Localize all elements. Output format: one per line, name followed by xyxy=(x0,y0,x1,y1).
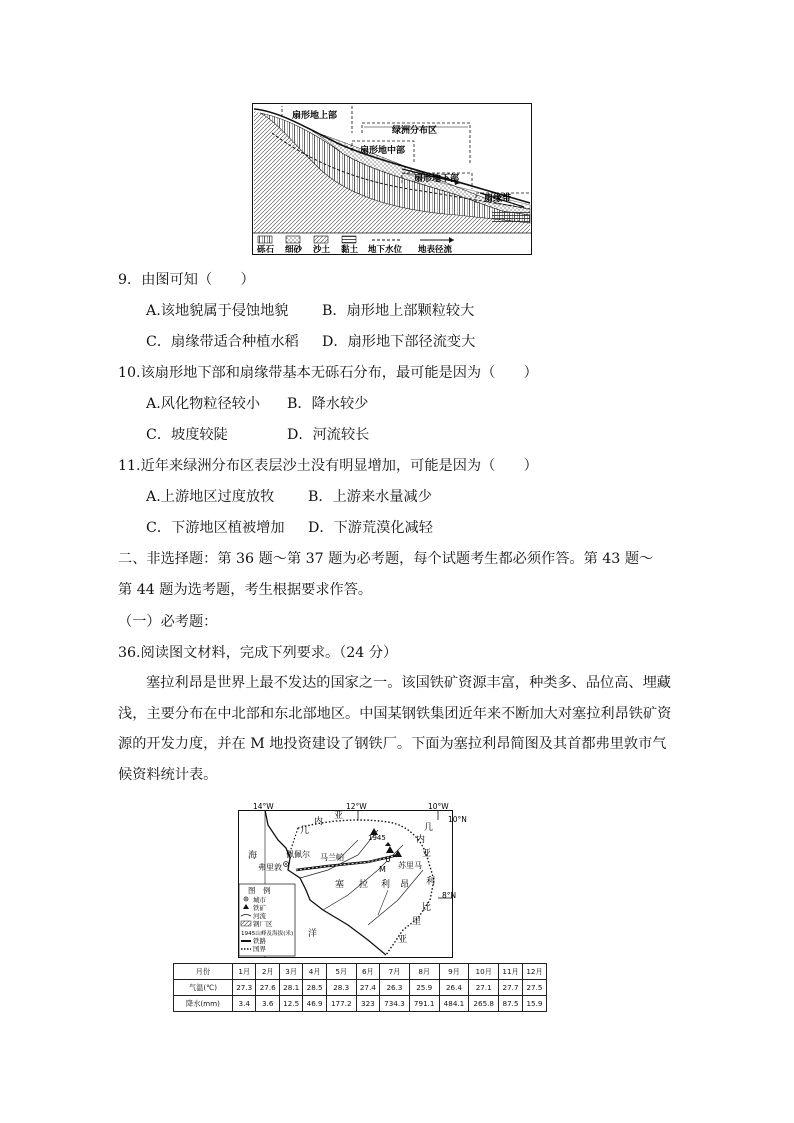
precip-cell: 484.1 xyxy=(439,996,469,1012)
legend-gravel: 砾石 xyxy=(257,245,275,255)
place-freetown: 弗里敦 xyxy=(258,863,282,872)
city-icon-m xyxy=(386,858,389,861)
map-legend-peak: 1945山峰及海拔(米) xyxy=(241,931,294,937)
month-cell: 10月 xyxy=(469,964,499,980)
map-legend-steel: 钢厂区 xyxy=(253,920,273,928)
lon-label-12w: 12°W xyxy=(346,802,367,811)
temp-cell: 25.9 xyxy=(409,980,439,996)
month-cell: 3月 xyxy=(279,964,302,980)
freetown-climate-table xyxy=(173,963,547,1012)
temp-cell: 27.5 xyxy=(523,980,547,996)
table-row-months xyxy=(174,964,547,980)
q11-option-b: B．上游来水量减少 xyxy=(308,489,432,505)
question-36-stem: 36.阅读图文材料，完成下列要求。（24 分） xyxy=(118,645,398,661)
q10-option-d: D．河流较长 xyxy=(287,427,370,443)
place-sulima: 苏里马 xyxy=(398,861,422,870)
section2-instructions-line2: 第 44 题为选考题，考生根据要求作答。 xyxy=(118,582,373,598)
place-peipeier: 佩佩尔 xyxy=(286,850,310,859)
q10-option-a: A.风化物粒径较小 xyxy=(146,396,261,412)
precip-cell: 3.4 xyxy=(233,996,256,1012)
map-char-li: 利 xyxy=(381,880,391,890)
map-char-sai: 塞 xyxy=(335,880,345,890)
place-m: M xyxy=(379,865,386,874)
temp-cell: 27.7 xyxy=(499,980,523,996)
precip-cell: 46.9 xyxy=(303,996,326,1012)
q10-option-b: B．降水较少 xyxy=(287,396,369,412)
place-marampa: 马兰帕 xyxy=(320,853,344,862)
temp-cell: 26.3 xyxy=(380,980,410,996)
q11-option-a: A.上游地区过度放牧 xyxy=(146,489,275,505)
zone-label-upper: 扇形地上部 xyxy=(292,111,338,121)
map-char-ji2: 几 xyxy=(424,823,434,833)
sierra-leone-map xyxy=(238,800,467,958)
table-row-temperature xyxy=(174,980,547,996)
temp-cell: 27.1 xyxy=(469,980,499,996)
map-char-ang: 昂 xyxy=(400,880,410,890)
table-row-precipitation xyxy=(174,996,547,1012)
zone-label-middle: 扇形地中部 xyxy=(360,146,406,156)
map-legend-iron: 铁矿 xyxy=(253,904,266,912)
q9-option-d: D．扇形地下部径流变大 xyxy=(322,334,476,350)
question-11-stem: 11.近年来绿洲分布区表层沙土没有明显增加，可能是因为（ ） xyxy=(118,458,538,474)
precip-cell: 791.1 xyxy=(409,996,439,1012)
map-char-hai: 海 xyxy=(248,851,258,861)
precip-cell: 734.3 xyxy=(380,996,410,1012)
month-cell: 9月 xyxy=(439,964,469,980)
map-char-bi: 比 xyxy=(422,903,432,913)
required-section-heading: （一）必考题： xyxy=(118,614,218,630)
legend-sandy-soil: 沙土 xyxy=(313,245,331,255)
temp-cell: 26.4 xyxy=(439,980,469,996)
table-header-temp: 气温(℃) xyxy=(174,980,233,996)
table-header-precip: 降水(mm) xyxy=(174,996,233,1012)
map-legend-river: 河流 xyxy=(253,912,266,920)
q9-option-b: B．扇形地上部颗粒较大 xyxy=(322,303,475,319)
month-cell: 1月 xyxy=(233,964,256,980)
month-cell: 6月 xyxy=(356,964,379,980)
map-legend-rail: 铁路 xyxy=(253,937,266,945)
map-legend-title: 图 例 xyxy=(248,886,271,895)
month-cell: 7月 xyxy=(380,964,410,980)
map-char-ya3: 亚 xyxy=(398,935,408,945)
month-cell: 8月 xyxy=(409,964,439,980)
lon-label-10w: 10°W xyxy=(428,802,449,811)
q11-option-d: D．下游荒漠化减轻 xyxy=(308,520,433,536)
month-cell: 2月 xyxy=(256,964,279,980)
q9-option-c: C．扇缘带适合种植水稻 xyxy=(146,334,299,350)
zone-label-oasis: 绿洲分布区 xyxy=(392,126,438,136)
zone-label-lower: 扇形地下部 xyxy=(414,174,460,184)
precip-cell: 12.5 xyxy=(279,996,302,1012)
table-header-month: 月份 xyxy=(174,964,233,980)
temp-cell: 28.5 xyxy=(303,980,326,996)
precip-cell: 265.8 xyxy=(469,996,499,1012)
precip-cell: 87.5 xyxy=(499,996,523,1012)
q11-option-c: C．下游地区植被增加 xyxy=(146,520,285,536)
month-cell: 12月 xyxy=(523,964,547,980)
map-char-li3: 里 xyxy=(412,917,422,927)
q10-option-c: C．坡度较陡 xyxy=(146,427,228,443)
precip-cell: 15.9 xyxy=(523,996,547,1012)
map-char-nei1: 内 xyxy=(314,817,324,827)
map-char-ya1: 亚 xyxy=(334,811,344,821)
lon-label-14w: 14°W xyxy=(253,802,274,811)
legend-runoff: 地表径流 xyxy=(418,245,453,255)
map-legend-city: 城市 xyxy=(253,896,266,904)
precip-cell: 3.6 xyxy=(256,996,279,1012)
map-char-nei2: 内 xyxy=(416,835,426,845)
map-char-li2: 利 xyxy=(426,877,436,887)
temp-cell: 28.1 xyxy=(279,980,302,996)
alluvial-fan-diagram xyxy=(252,103,532,255)
question-10-stem: 10.该扇形地下部和扇缘带基本无砾石分布，最可能是因为（ ） xyxy=(118,365,538,381)
precip-cell: 323 xyxy=(356,996,379,1012)
question-36-paragraph: 塞拉利昂是世界上最不发达的国家之一。该国铁矿资源丰富，种类多、品位高、埋藏浅，主要分布在中北部和东北部地区。中国某钢铁集团近年来不断加大对塞拉利昂铁矿资源的开发力度，并在 M 地投资建设了钢铁厂。下面为塞拉利昂简图及其首都弗里敦市气候资料统计表。 xyxy=(118,675,672,783)
legend-fine-sand: 细砂 xyxy=(285,245,303,255)
temp-cell: 27.4 xyxy=(356,980,379,996)
place-peak-1945: 1945 xyxy=(368,834,386,842)
temp-cell: 27.3 xyxy=(233,980,256,996)
temp-cell: 28.3 xyxy=(326,980,356,996)
map-char-ji1: 几 xyxy=(300,826,310,836)
map-char-ya2: 亚 xyxy=(422,849,432,859)
lat-label-10n: 10°N xyxy=(448,815,467,824)
temp-cell: 27.6 xyxy=(256,980,279,996)
precip-cell: 177.2 xyxy=(326,996,356,1012)
question-9-stem: 9．由图可知（ ） xyxy=(118,272,255,288)
legend-groundwater: 地下水位 xyxy=(368,245,403,255)
legend-clay: 黏土 xyxy=(341,245,359,255)
section2-instructions-line1: 二、非选择题：第 36 题～第 37 题为必考题，每个试题考生都必须作答。第 43 题～ xyxy=(118,551,654,567)
lat-label-8n: 8°N xyxy=(442,891,457,900)
q9-option-a: A.该地貌属于侵蚀地貌 xyxy=(146,303,289,319)
month-cell: 4月 xyxy=(303,964,326,980)
zone-label-edge: 扇缘带 xyxy=(484,194,512,204)
map-char-yang: 洋 xyxy=(308,929,318,939)
map-char-la: 拉 xyxy=(359,880,369,890)
map-legend-border: 国界 xyxy=(253,945,266,953)
month-cell: 11月 xyxy=(499,964,523,980)
month-cell: 5月 xyxy=(326,964,356,980)
